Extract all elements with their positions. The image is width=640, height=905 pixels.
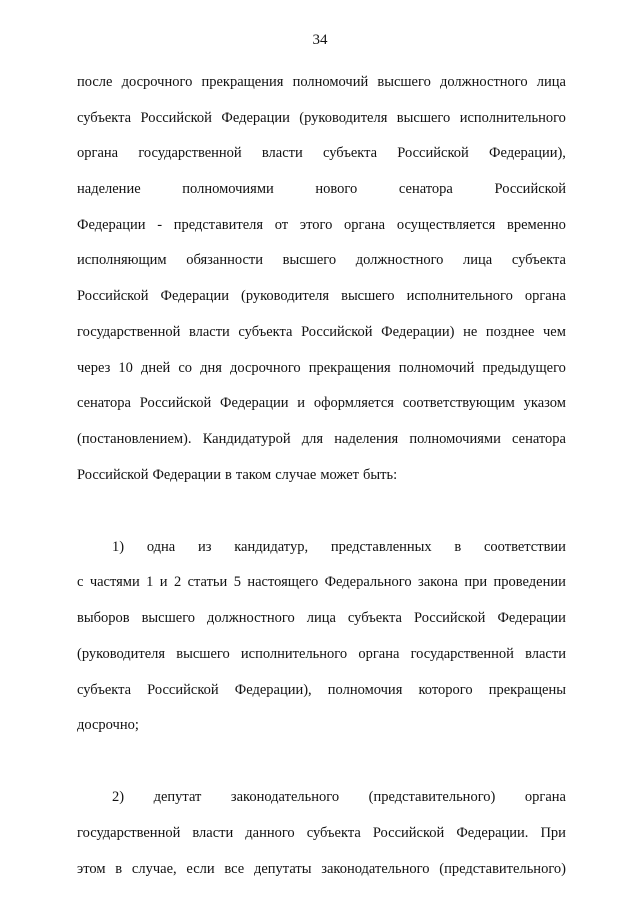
word: Российской bbox=[413, 610, 486, 627]
word: из bbox=[197, 538, 212, 555]
word: высшего bbox=[377, 74, 431, 90]
paragraph-gap bbox=[77, 751, 566, 788]
word: все bbox=[224, 860, 245, 877]
word: чем bbox=[543, 323, 566, 340]
word: субъекта bbox=[347, 610, 402, 627]
word: соответствующим bbox=[402, 395, 515, 412]
word: случае, bbox=[131, 860, 177, 877]
word: одна bbox=[146, 538, 176, 555]
text-line bbox=[77, 215, 566, 251]
word: выборов bbox=[77, 610, 130, 627]
word: которого bbox=[418, 681, 473, 698]
word: для bbox=[301, 430, 324, 447]
word: нового bbox=[315, 181, 358, 198]
text-line bbox=[77, 608, 566, 644]
word: полномочия bbox=[327, 681, 403, 698]
word: органа bbox=[344, 216, 386, 233]
word: высшего bbox=[141, 610, 196, 627]
word: дня bbox=[200, 359, 222, 376]
word: органа bbox=[358, 645, 400, 662]
word: субъекта bbox=[323, 145, 378, 162]
word: законодательного bbox=[321, 860, 430, 877]
text-line bbox=[77, 286, 566, 322]
text-line bbox=[77, 179, 566, 215]
word: позднее bbox=[485, 323, 535, 340]
word: власти bbox=[261, 145, 303, 162]
word: Федерации bbox=[160, 288, 229, 305]
text-line bbox=[77, 823, 566, 859]
word: (руководителя bbox=[240, 288, 330, 305]
word: Российской bbox=[77, 288, 149, 305]
word: должностного bbox=[439, 74, 528, 90]
word: (представительного) bbox=[368, 789, 496, 806]
word: Российской bbox=[147, 681, 219, 698]
word: настоящего bbox=[247, 574, 319, 591]
word: временно bbox=[507, 216, 566, 233]
word: Российской bbox=[301, 323, 373, 340]
word: полномочий bbox=[292, 74, 369, 90]
word: досрочного bbox=[229, 359, 301, 376]
word: лица bbox=[536, 74, 566, 90]
word: Российской bbox=[397, 145, 469, 162]
word: досрочно; bbox=[77, 717, 139, 734]
word: Федерации bbox=[221, 109, 290, 126]
text-line bbox=[77, 250, 566, 286]
text-line bbox=[77, 859, 566, 895]
word: должностного bbox=[355, 252, 444, 269]
word: власти bbox=[192, 825, 234, 842]
word: (постановлением). bbox=[77, 430, 192, 447]
word: депутаты bbox=[253, 860, 312, 877]
word: Российской bbox=[139, 395, 212, 412]
word: лица bbox=[306, 610, 336, 627]
word: кандидатур, bbox=[234, 538, 309, 555]
word: и bbox=[159, 574, 168, 591]
word: досрочного bbox=[121, 74, 193, 90]
word: наделение bbox=[77, 181, 141, 198]
word: полномочиями bbox=[182, 181, 274, 198]
word: при bbox=[464, 574, 488, 591]
word: должностного bbox=[207, 610, 295, 627]
word: Российской bbox=[494, 181, 566, 198]
word: с bbox=[77, 574, 84, 591]
word: Федерации), bbox=[489, 145, 566, 162]
word: 2) bbox=[112, 789, 125, 806]
paragraph-gap bbox=[77, 500, 566, 537]
word: быть: bbox=[363, 466, 398, 483]
word: представленных bbox=[330, 538, 432, 555]
word: данного bbox=[245, 825, 295, 842]
word: этого bbox=[299, 216, 333, 233]
word: власти bbox=[525, 645, 566, 662]
word: после bbox=[77, 74, 113, 90]
word: от bbox=[274, 216, 289, 233]
word: субъекта bbox=[306, 825, 361, 842]
word: лица bbox=[463, 252, 493, 269]
text-line bbox=[77, 393, 566, 429]
word: (руководителя bbox=[77, 645, 166, 662]
text-line bbox=[77, 680, 566, 716]
text-line bbox=[77, 429, 566, 465]
word: Федерации), bbox=[234, 681, 312, 698]
word: субъекта bbox=[238, 323, 293, 340]
word: высшего bbox=[282, 252, 337, 269]
word: 2 bbox=[173, 574, 182, 591]
word: этом bbox=[77, 860, 106, 877]
word: сенатора bbox=[512, 430, 566, 447]
word: указом bbox=[523, 395, 566, 412]
word: прекращения bbox=[201, 74, 284, 90]
word: Федерации bbox=[77, 216, 146, 233]
text-line bbox=[77, 465, 566, 501]
word: если bbox=[186, 860, 215, 877]
word: сенатора bbox=[398, 181, 453, 198]
text-line bbox=[77, 715, 566, 751]
word: исполнительного bbox=[459, 109, 566, 126]
document-body bbox=[77, 72, 566, 894]
word: исполняющим bbox=[77, 252, 167, 269]
word: Кандидатурой bbox=[202, 430, 291, 447]
word: таком bbox=[235, 466, 272, 483]
word: предыдущего bbox=[482, 359, 566, 376]
word: высшего bbox=[176, 645, 230, 662]
word: не bbox=[463, 323, 478, 340]
word: Федерации bbox=[220, 395, 289, 412]
word: полномочий bbox=[398, 359, 475, 376]
word: органа bbox=[524, 288, 566, 305]
text-line bbox=[77, 72, 566, 108]
word: 5 bbox=[233, 574, 241, 591]
word: высшего bbox=[396, 109, 451, 126]
text-line bbox=[77, 358, 566, 394]
text-line bbox=[77, 537, 566, 573]
word: Федерации. bbox=[456, 825, 529, 842]
word: (руководителя bbox=[299, 109, 388, 126]
word: исполнительного bbox=[240, 645, 348, 662]
word: закона bbox=[418, 574, 458, 591]
word: Российской bbox=[372, 825, 445, 842]
word: дней bbox=[140, 359, 171, 376]
word: в bbox=[115, 860, 123, 877]
word: субъекта bbox=[511, 252, 566, 269]
word: в bbox=[454, 538, 462, 555]
word: высшего bbox=[341, 288, 395, 305]
word: представителя bbox=[173, 216, 264, 233]
word: государственной bbox=[410, 645, 514, 662]
word: законодательного bbox=[230, 789, 340, 806]
word: со bbox=[178, 359, 193, 376]
text-line bbox=[77, 572, 566, 608]
word: государственной bbox=[77, 323, 181, 340]
word: случае bbox=[275, 466, 317, 483]
word: - bbox=[157, 216, 163, 233]
word: обязанности bbox=[186, 252, 264, 269]
word: оформляется bbox=[313, 395, 394, 412]
word: и bbox=[297, 395, 306, 412]
word: через bbox=[77, 359, 111, 376]
word: депутат bbox=[153, 789, 202, 806]
word: Федерации bbox=[497, 610, 566, 627]
word: в bbox=[224, 466, 232, 483]
word: полномочиями bbox=[409, 430, 501, 447]
word: Федерации bbox=[152, 466, 221, 483]
word: прекращения bbox=[308, 359, 391, 376]
word: Российской bbox=[140, 109, 212, 126]
word: 1 bbox=[146, 574, 154, 591]
word: прекращены bbox=[488, 681, 566, 698]
word: При bbox=[540, 825, 566, 842]
word: осуществляется bbox=[396, 216, 496, 233]
word: субъекта bbox=[77, 109, 132, 126]
word: соответствии bbox=[484, 538, 566, 555]
word: наделения bbox=[334, 430, 399, 447]
word: 10 bbox=[118, 359, 133, 376]
word: государственной bbox=[77, 825, 181, 842]
word: Федерации) bbox=[381, 323, 455, 340]
text-line bbox=[77, 108, 566, 144]
text-line bbox=[77, 143, 566, 179]
word: частями bbox=[89, 574, 140, 591]
text-line bbox=[77, 322, 566, 358]
word: Российской bbox=[77, 466, 149, 483]
word: 1) bbox=[112, 538, 125, 555]
word: проведении bbox=[493, 574, 566, 591]
word: Федерального bbox=[324, 574, 412, 591]
word: статьи bbox=[187, 574, 228, 591]
word: власти bbox=[188, 323, 230, 340]
word: органа bbox=[77, 145, 119, 162]
word: сенатора bbox=[77, 395, 131, 412]
page-number: 34 bbox=[312, 32, 328, 48]
text-line bbox=[77, 644, 566, 680]
word: (представительного) bbox=[439, 860, 566, 877]
word: органа bbox=[524, 789, 566, 806]
word: субъекта bbox=[77, 681, 132, 698]
word: исполнительного bbox=[406, 288, 513, 305]
word: государственной bbox=[138, 145, 242, 162]
text-line bbox=[77, 787, 566, 823]
word: может bbox=[320, 466, 359, 483]
